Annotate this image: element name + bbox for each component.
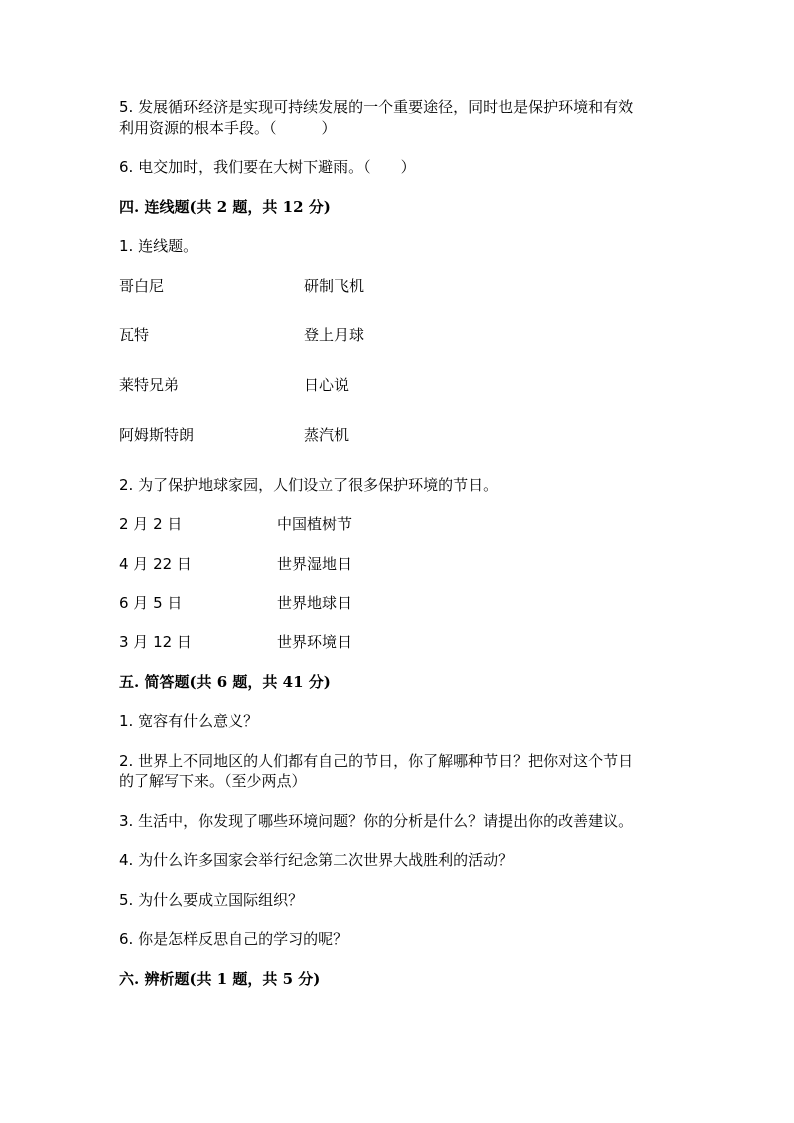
match-left-item: 瓦特 [119,326,150,344]
match-right-festival: 世界地球日 [277,594,353,612]
question-5-5: 5. 为什么要成立国际组织？ [119,891,304,909]
question-4-1-title: 1. 连线题。 [119,237,199,255]
match-left-date: 4 月 22 日 [119,555,192,573]
question-5-2-line-2: 的了解写下来。（至少两点） [119,772,307,790]
match-right-item: 研制飞机 [304,277,365,295]
match-left-date: 6 月 5 日 [119,594,183,612]
question-3-5-line-2: 利用资源的根本手段。（ ） [119,119,337,137]
match-left-item: 阿姆斯特朗 [119,426,195,444]
question-5-1: 1. 宽容有什么意义？ [119,712,259,730]
match-right-item: 蒸汽机 [304,426,350,444]
match-left-date: 2 月 2 日 [119,515,183,533]
match-left-item: 莱特兄弟 [119,376,180,394]
match-right-item: 登上月球 [304,326,365,344]
question-5-3: 3. 生活中，你发现了哪些环境问题？你的分析是什么？请提出你的改善建议。 [119,812,634,830]
question-3-6: 6. 电交加时，我们要在大树下避雨。（ ） [119,158,416,176]
section-6-heading: 六. 辨析题(共 1 题，共 5 分) [119,970,321,988]
question-5-6: 6. 你是怎样反思自己的学习的呢？ [119,930,349,948]
match-right-festival: 世界环境日 [277,633,353,651]
match-left-item: 哥白尼 [119,277,165,295]
match-left-date: 3 月 12 日 [119,633,192,651]
section-4-heading: 四. 连线题(共 2 题，共 12 分) [119,198,331,216]
question-5-4: 4. 为什么许多国家会举行纪念第二次世界大战胜利的活动？ [119,851,514,869]
question-4-2-title: 2. 为了保护地球家园，人们设立了很多保护环境的节日。 [119,476,499,494]
section-5-heading: 五. 简答题(共 6 题，共 41 分) [119,673,331,691]
match-right-item: 日心说 [304,376,350,394]
question-5-2-line-1: 2. 世界上不同地区的人们都有自己的节日，你了解哪种节日？把你对这个节日 [119,752,634,770]
match-right-festival: 中国植树节 [277,515,353,533]
question-3-5-line-1: 5. 发展循环经济是实现可持续发展的一个重要途径，同时也是保护环境和有效 [119,98,634,116]
match-right-festival: 世界湿地日 [277,555,353,573]
